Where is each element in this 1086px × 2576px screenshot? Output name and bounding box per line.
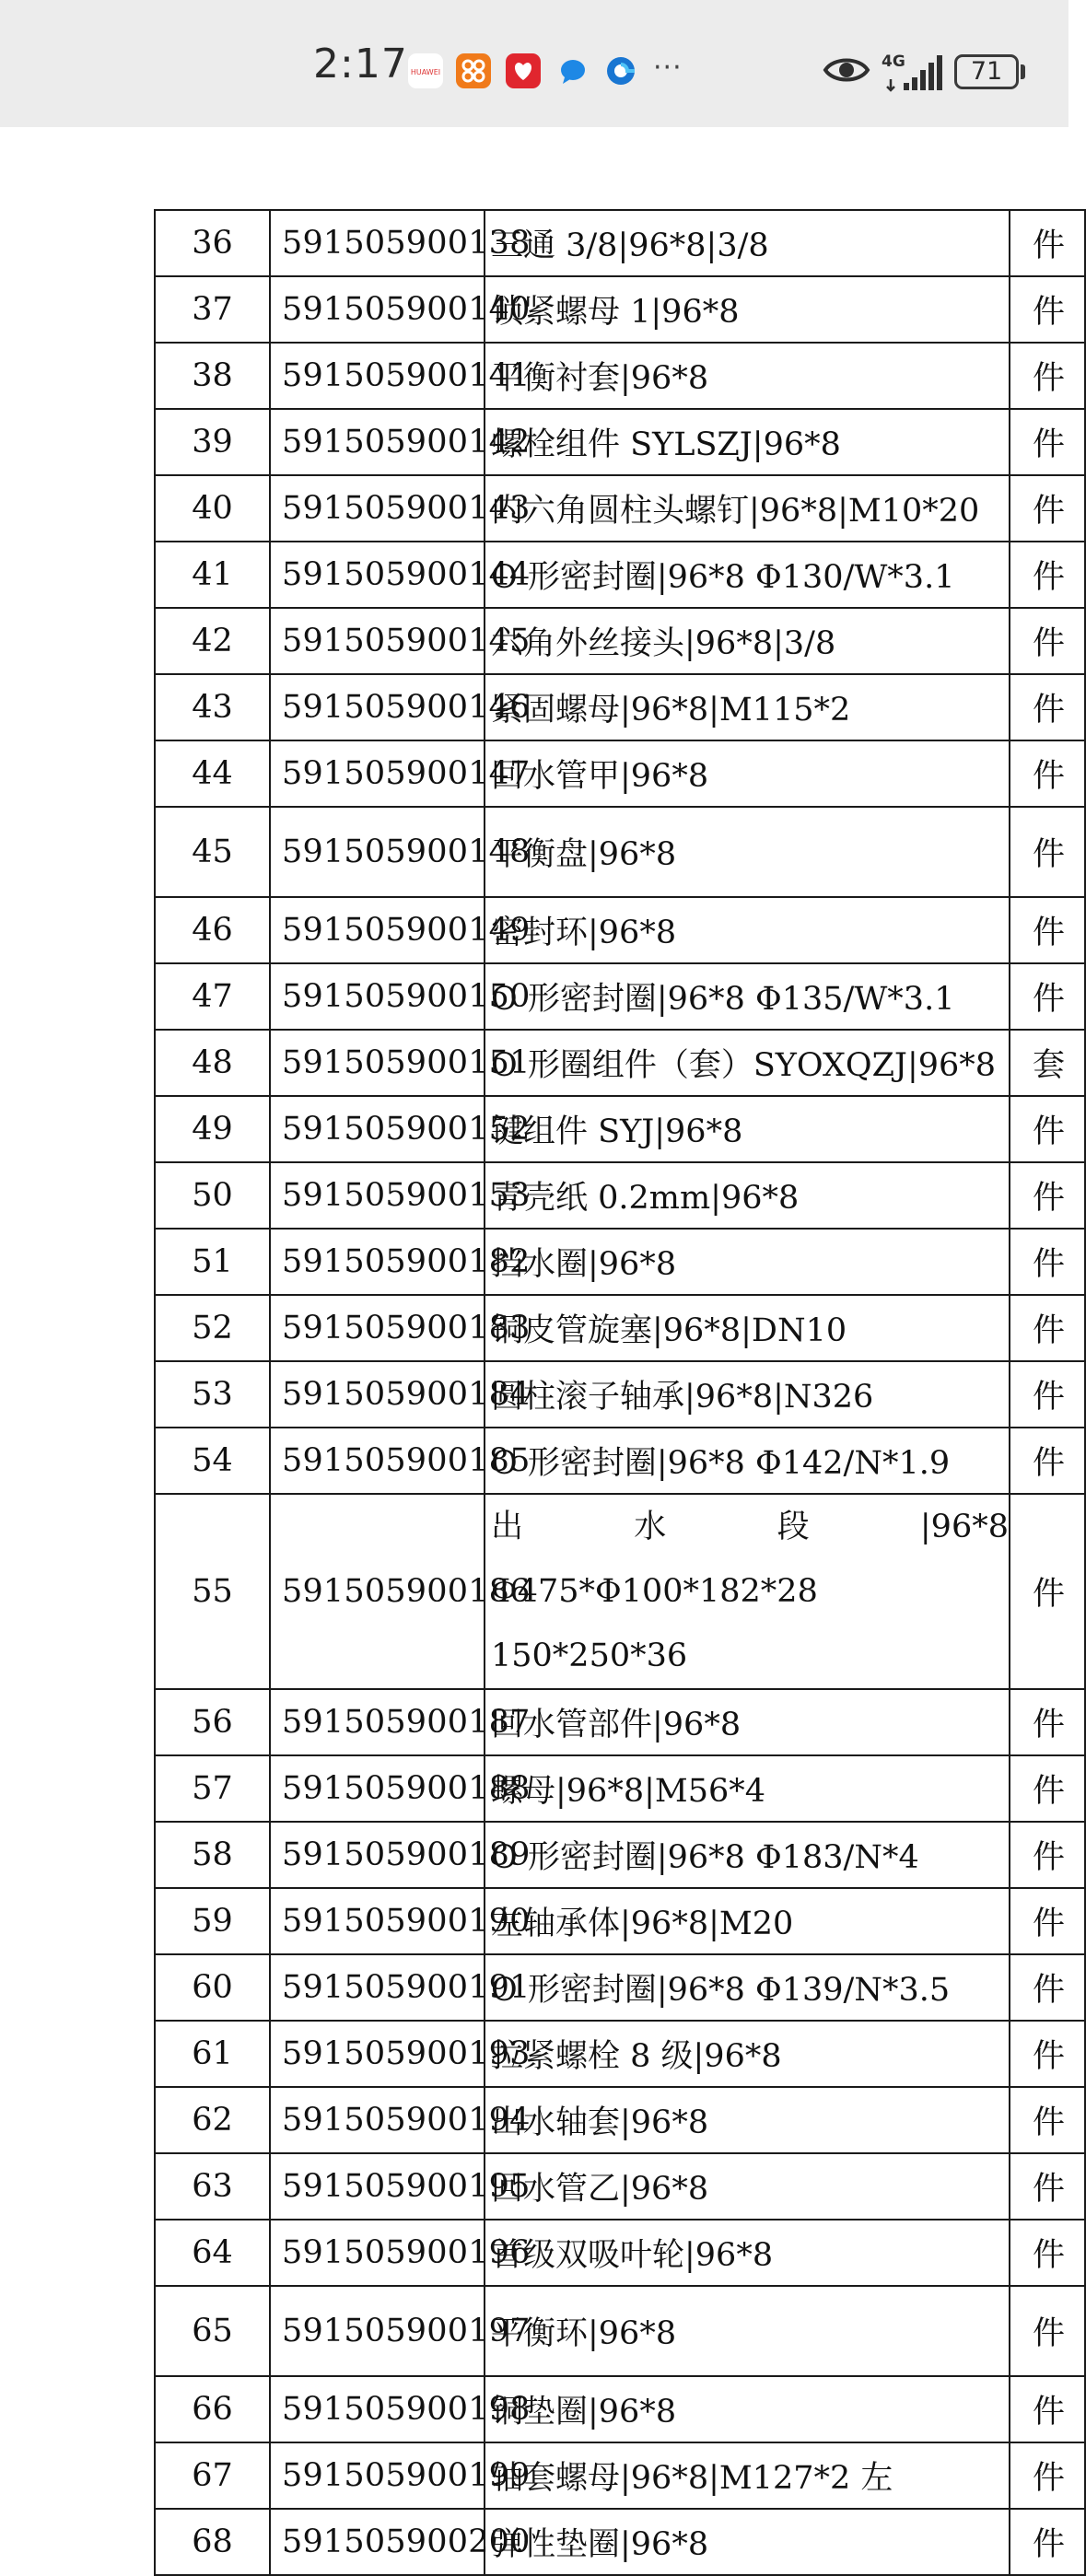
row-number: 65 <box>155 2286 270 2376</box>
table-row <box>155 963 1085 1030</box>
table-row <box>155 276 1085 343</box>
material-name: 平衡衬套|96*8 <box>485 343 1010 409</box>
row-number: 36 <box>155 210 270 276</box>
material-code: 591505900145 <box>270 608 485 674</box>
material-name: 六角外丝接头|96*8|3/8 <box>485 608 1010 674</box>
apps-icon <box>456 53 491 88</box>
material-code: 591505900186 <box>270 1494 485 1689</box>
table-row <box>155 2087 1085 2153</box>
material-code: 591505900152 <box>270 1096 485 1162</box>
eye-icon <box>823 46 870 98</box>
unit-cell: 件 <box>1010 2442 1085 2509</box>
table-row <box>155 1361 1085 1428</box>
table-row <box>155 2509 1085 2575</box>
unit-cell: 件 <box>1010 2021 1085 2087</box>
row-number: 46 <box>155 897 270 963</box>
material-name: 平衡环|96*8 <box>485 2286 1010 2376</box>
unit-cell: 件 <box>1010 2286 1085 2376</box>
row-number: 38 <box>155 343 270 409</box>
row-number: 44 <box>155 740 270 807</box>
unit-cell: 件 <box>1010 740 1085 807</box>
material-name: 回水管乙|96*8 <box>485 2153 1010 2220</box>
material-name: 出 水 段 |96*8 Φ475*Φ100*182*28 150*250*36 <box>485 1494 1010 1689</box>
row-number: 66 <box>155 2376 270 2442</box>
unit-cell: 件 <box>1010 475 1085 542</box>
table-row <box>155 1229 1085 1295</box>
battery-level: 71 <box>970 57 1003 86</box>
material-name: O 形圈组件（套）SYOXQZJ|96*8 <box>485 1030 1010 1096</box>
table-row <box>155 2021 1085 2087</box>
signal-icon <box>880 48 944 99</box>
battery-tip <box>1021 64 1025 79</box>
row-number: 52 <box>155 1295 270 1361</box>
unit-cell: 件 <box>1010 1162 1085 1229</box>
material-name: 键组件 SYJ|96*8 <box>485 1096 1010 1162</box>
unit-cell: 件 <box>1010 2376 1085 2442</box>
unit-cell: 件 <box>1010 1954 1085 2021</box>
unit-cell: 套 <box>1010 1030 1085 1096</box>
material-name: O 形密封圈|96*8 Φ142/N*1.9 <box>485 1428 1010 1494</box>
table-row <box>155 807 1085 897</box>
material-code: 591505900199 <box>270 2442 485 2509</box>
material-code: 591505900140 <box>270 276 485 343</box>
material-code: 591505900194 <box>270 2087 485 2153</box>
material-code: 591505900147 <box>270 740 485 807</box>
unit-cell: 件 <box>1010 276 1085 343</box>
parts-table <box>154 209 1086 2576</box>
material-code: 591505900191 <box>270 1954 485 2021</box>
table-row <box>155 210 1085 276</box>
material-name: 圆柱滚子轴承|96*8|N326 <box>485 1361 1010 1428</box>
material-code: 591505900190 <box>270 1888 485 1954</box>
unit-cell: 件 <box>1010 1494 1085 1689</box>
material-code: 591505900193 <box>270 2021 485 2087</box>
unit-cell: 件 <box>1010 608 1085 674</box>
material-name: O 形密封圈|96*8 Φ139/N*3.5 <box>485 1954 1010 2021</box>
row-number: 42 <box>155 608 270 674</box>
material-code: 591505900196 <box>270 2220 485 2286</box>
unit-cell: 件 <box>1010 963 1085 1030</box>
material-name: 平衡盘|96*8 <box>485 807 1010 897</box>
table-row <box>155 1030 1085 1096</box>
unit-cell: 件 <box>1010 1755 1085 1822</box>
battery-icon <box>954 54 1019 89</box>
chat-bubble-icon <box>555 53 590 88</box>
row-number: 48 <box>155 1030 270 1096</box>
unit-cell: 件 <box>1010 542 1085 608</box>
material-name: 出水轴套|96*8 <box>485 2087 1010 2153</box>
status-bar <box>0 0 1068 127</box>
material-code: 591505900149 <box>270 897 485 963</box>
material-name: 三通 3/8|96*8|3/8 <box>485 210 1010 276</box>
material-name: 左轴承体|96*8|M20 <box>485 1888 1010 1954</box>
table-row <box>155 1822 1085 1888</box>
material-name: 挡水圈|96*8 <box>485 1229 1010 1295</box>
unit-cell: 件 <box>1010 1428 1085 1494</box>
material-name: O 形密封圈|96*8 Φ135/W*3.1 <box>485 963 1010 1030</box>
table-row <box>155 740 1085 807</box>
row-number: 64 <box>155 2220 270 2286</box>
table-row <box>155 475 1085 542</box>
material-code: 591505900143 <box>270 475 485 542</box>
material-code: 591505900189 <box>270 1822 485 1888</box>
unit-cell: 件 <box>1010 1689 1085 1755</box>
material-code: 591505900150 <box>270 963 485 1030</box>
row-number: 40 <box>155 475 270 542</box>
table-row <box>155 2376 1085 2442</box>
material-name: 铜皮管旋塞|96*8|DN10 <box>485 1295 1010 1361</box>
row-number: 37 <box>155 276 270 343</box>
material-name: 首级双吸叶轮|96*8 <box>485 2220 1010 2286</box>
row-number: 60 <box>155 1954 270 2021</box>
table-row <box>155 1162 1085 1229</box>
more-notifications-icon: ··· <box>653 52 683 84</box>
table-row <box>155 1494 1085 1689</box>
material-name: 密封环|96*8 <box>485 897 1010 963</box>
row-number: 59 <box>155 1888 270 1954</box>
table-row <box>155 409 1085 475</box>
status-time: 2:17 <box>313 41 408 87</box>
unit-cell: 件 <box>1010 1295 1085 1361</box>
table-row <box>155 1295 1085 1361</box>
row-number: 61 <box>155 2021 270 2087</box>
row-number: 57 <box>155 1755 270 1822</box>
material-code: 591505900138 <box>270 210 485 276</box>
table-row <box>155 1096 1085 1162</box>
material-code: 591505900182 <box>270 1229 485 1295</box>
table-row <box>155 2220 1085 2286</box>
row-number: 45 <box>155 807 270 897</box>
material-code: 591505900197 <box>270 2286 485 2376</box>
material-code: 591505900195 <box>270 2153 485 2220</box>
unit-cell: 件 <box>1010 409 1085 475</box>
material-code: 591505900198 <box>270 2376 485 2442</box>
material-name: 螺母|96*8|M56*4 <box>485 1755 1010 1822</box>
material-code: 591505900151 <box>270 1030 485 1096</box>
unit-cell: 件 <box>1010 1096 1085 1162</box>
browser-icon <box>603 53 638 88</box>
material-code: 591505900148 <box>270 807 485 897</box>
table-row <box>155 608 1085 674</box>
row-number: 53 <box>155 1361 270 1428</box>
material-name: 锁紧螺母 1|96*8 <box>485 276 1010 343</box>
table-row <box>155 1689 1085 1755</box>
table-row <box>155 2153 1085 2220</box>
material-name: 弹性垫圈|96*8 <box>485 2509 1010 2575</box>
row-number: 51 <box>155 1229 270 1295</box>
table-row <box>155 1888 1085 1954</box>
row-number: 54 <box>155 1428 270 1494</box>
table-row <box>155 2286 1085 2376</box>
material-code: 591505900185 <box>270 1428 485 1494</box>
material-code: 591505900144 <box>270 542 485 608</box>
svg-text:HUAWEI: HUAWEI <box>410 68 441 76</box>
material-name: O 形密封圈|96*8 Φ183/N*4 <box>485 1822 1010 1888</box>
unit-cell: 件 <box>1010 1888 1085 1954</box>
material-code: 591505900141 <box>270 343 485 409</box>
row-number: 62 <box>155 2087 270 2153</box>
parts-table-body <box>155 210 1085 2575</box>
material-code: 591505900187 <box>270 1689 485 1755</box>
material-code: 591505900184 <box>270 1361 485 1428</box>
material-name: 青壳纸 0.2mm|96*8 <box>485 1162 1010 1229</box>
unit-cell: 件 <box>1010 2509 1085 2575</box>
unit-cell: 件 <box>1010 2220 1085 2286</box>
row-number: 47 <box>155 963 270 1030</box>
material-name: 回水管部件|96*8 <box>485 1689 1010 1755</box>
material-name: 回水管甲|96*8 <box>485 740 1010 807</box>
material-name: 轴套螺母|96*8|M127*2 左 <box>485 2442 1010 2509</box>
row-number: 68 <box>155 2509 270 2575</box>
network-type: 4G <box>882 52 905 71</box>
material-code: 591505900200 <box>270 2509 485 2575</box>
table-row <box>155 897 1085 963</box>
unit-cell: 件 <box>1010 807 1085 897</box>
unit-cell: 件 <box>1010 1229 1085 1295</box>
material-name: 紧固螺母|96*8|M115*2 <box>485 674 1010 740</box>
unit-cell: 件 <box>1010 2153 1085 2220</box>
row-number: 58 <box>155 1822 270 1888</box>
row-number: 43 <box>155 674 270 740</box>
row-number: 67 <box>155 2442 270 2509</box>
material-name: 螺栓组件 SYLSZJ|96*8 <box>485 409 1010 475</box>
row-number: 39 <box>155 409 270 475</box>
material-name: O 形密封圈|96*8 Φ130/W*3.1 <box>485 542 1010 608</box>
huawei-icon <box>408 53 443 88</box>
material-name: 拉紧螺栓 8 级|96*8 <box>485 2021 1010 2087</box>
material-code: 591505900142 <box>270 409 485 475</box>
table-row <box>155 1428 1085 1494</box>
unit-cell: 件 <box>1010 2087 1085 2153</box>
row-number: 63 <box>155 2153 270 2220</box>
material-name: 铜垫圈|96*8 <box>485 2376 1010 2442</box>
unit-cell: 件 <box>1010 1822 1085 1888</box>
row-number: 50 <box>155 1162 270 1229</box>
table-row <box>155 542 1085 608</box>
heart-app-icon <box>506 53 541 88</box>
table-row <box>155 1954 1085 2021</box>
table-row <box>155 674 1085 740</box>
unit-cell: 件 <box>1010 1361 1085 1428</box>
material-code: 591505900183 <box>270 1295 485 1361</box>
row-number: 55 <box>155 1494 270 1689</box>
unit-cell: 件 <box>1010 210 1085 276</box>
table-row <box>155 2442 1085 2509</box>
material-code: 591505900146 <box>270 674 485 740</box>
material-code: 591505900188 <box>270 1755 485 1822</box>
material-name: 内六角圆柱头螺钉|96*8|M10*20 <box>485 475 1010 542</box>
row-number: 49 <box>155 1096 270 1162</box>
unit-cell: 件 <box>1010 343 1085 409</box>
table-row <box>155 343 1085 409</box>
unit-cell: 件 <box>1010 674 1085 740</box>
unit-cell: 件 <box>1010 897 1085 963</box>
material-code: 591505900153 <box>270 1162 485 1229</box>
row-number: 56 <box>155 1689 270 1755</box>
table-row <box>155 1755 1085 1822</box>
row-number: 41 <box>155 542 270 608</box>
